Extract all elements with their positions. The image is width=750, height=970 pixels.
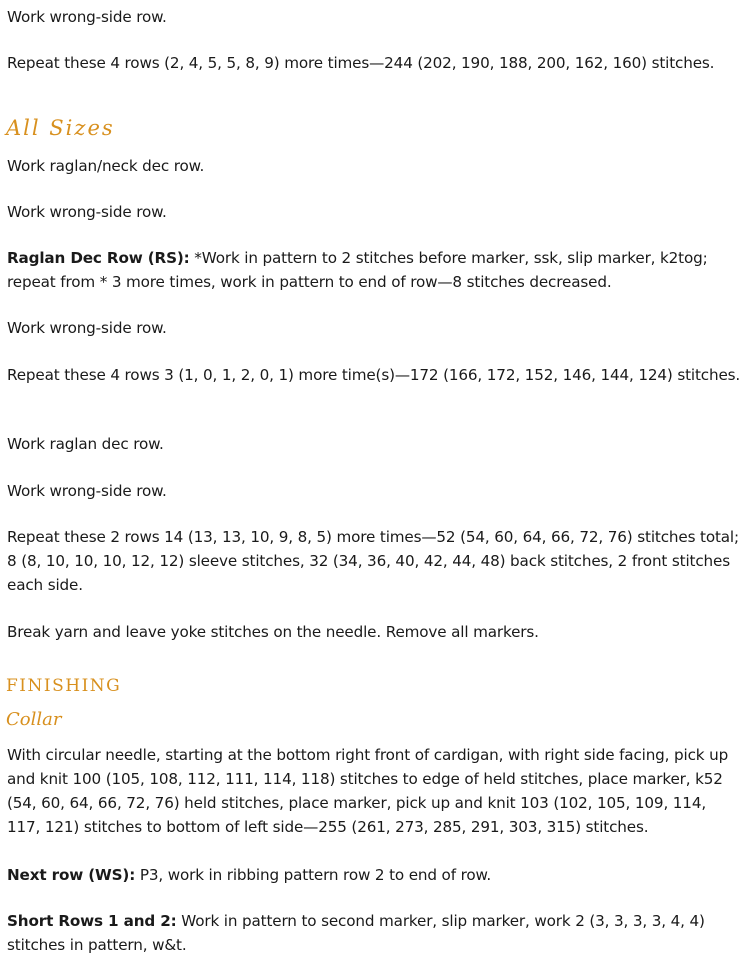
instruction-repeat-rows: Repeat these 2 rows 14 (13, 13, 10, 9, 8, 5) more times—52 (54, 60, 64, 66, 72, 76) stitches total; 8 (8, 10, 10, 10, 12, 12) sleeve stitches, 32 (34, 36, 40, 42, 44, 48) back stitches, 2 front stitches each side. (7, 528, 739, 594)
instruction-repeat-rows: Repeat these 4 rows (2, 4, 5, 5, 8, 9) more times—244 (202, 190, 188, 200, 162, 160) stitches. (7, 54, 715, 72)
instruction-break-yarn: Break yarn and leave yoke stitches on the needle. Remove all markers. (7, 623, 539, 641)
instruction-next-row (7, 863, 743, 887)
instruction-short-rows (7, 909, 743, 957)
step-text: *Work in pattern to 2 stitches before marker, ssk, slip marker, k2tog; repeat from * 3 more times, work in pattern to end of row—8 stitches decreased. (7, 249, 708, 291)
instruction-wrong-side-row: Work wrong-side row. (7, 203, 167, 221)
instruction-repeat-rows: Repeat these 4 rows 3 (1, 0, 1, 2, 0, 1) more time(s)—172 (166, 172, 152, 146, 144, 124) stitches. (7, 366, 741, 384)
instruction-wrong-side-row: Work wrong-side row. (7, 319, 167, 337)
section-heading-finishing: FINISHING (6, 676, 122, 696)
instruction-raglan-dec-row (7, 246, 743, 294)
instruction-wrong-side-row: Work wrong-side row. (7, 482, 167, 500)
step-label: Short Rows 1 and 2: (7, 912, 177, 930)
step-label: Raglan Dec Row (RS): (7, 249, 190, 267)
step-text: Work in pattern to second marker, slip marker, work 2 (3, 3, 3, 3, 4, 4) stitches in pattern, w&t. (7, 912, 705, 954)
instruction-wrong-side-row: Work wrong-side row. (7, 8, 167, 26)
section-heading-all-sizes: All Sizes (6, 116, 115, 140)
step-label: Next row (WS): (7, 866, 136, 884)
instruction-pick-up-stitches: With circular needle, starting at the bottom right front of cardigan, with right side facing, pick up and knit 100 (105, 108, 112, 111, 114, 118) stitches to edge of held stitches, place marker, k52 (54, 60, 64, 66, 72, 76) held stitches, place marker, pick up and knit 103 (102, 105, 109, 114, 117, 121) stitches to bottom of left side—255 (261, 273, 285, 291, 303, 315) stitches. (7, 746, 729, 836)
instruction-raglan-dec: Work raglan dec row. (7, 435, 164, 453)
step-text: P3, work in ribbing pattern row 2 to end of row. (135, 866, 492, 884)
subsection-heading-collar: Collar (6, 709, 62, 730)
instruction-raglan-neck-dec: Work raglan/neck dec row. (7, 157, 205, 175)
